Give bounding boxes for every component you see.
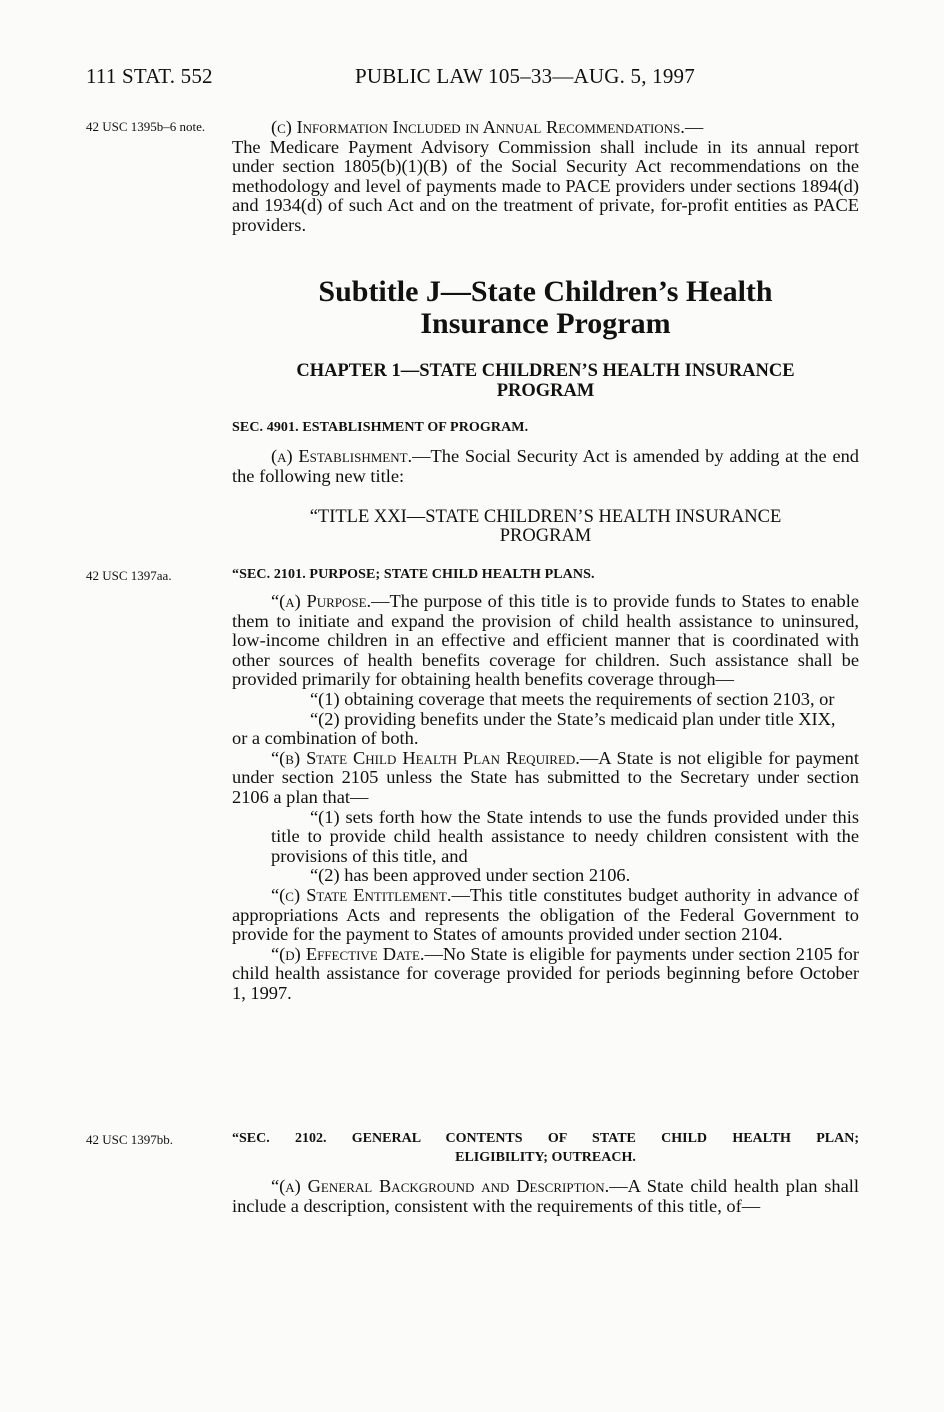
chapter-line-2: PROGRAM [496,381,595,401]
margin-note-1397bb: 42 USC 1397bb. [86,1132,174,1147]
section-2101-a1: “(1) obtaining coverage that meets the requirements of section 2103, or [310,688,835,709]
statute-page-number: 111 STAT. 552 [86,64,213,88]
section-2101-a-tail: or a combination of both. [232,728,419,749]
margin-note-1395b: 42 USC 1395b–6 note. [86,119,206,134]
section-2101-b1: “(1) sets forth how the State intends to use the funds provided under this title to provide child health assistance to needy children consistent with the provisions of this title, and [271,806,859,866]
chapter-heading [232,361,859,401]
section-2101-a-body: —The purpose of this title is to provide funds to States to enable them to initiate and expand the provision of child health assistance to uninsured, low-income children in an effective and efficient manner that is coordinated with other sources of health benefits coverage for children. Such assistance shall be provided primarily for obtaining health benefits coverage through— [232,591,859,690]
section-2102-heading [232,1129,859,1167]
section-2102-a [232,1177,859,1216]
section-2102-a-body: —A State child health plan shall include a description, consistent with the requirements of this title, of— [232,1176,859,1216]
section-2101-b-heading: “(b) State Child Health Plan Required. [271,747,580,768]
section-4901-a-body: —The Social Security Act is amended by adding at the end the following new title: [232,446,859,486]
section-2101-c-body: —This title constitutes budget authority in advance of appropriations Acts and represents the obligation of the Federal Government to provide for the payment to States of amounts provided under section 2104. [232,884,859,945]
section-2101-d-heading: “(d) Effective Date. [271,943,425,964]
chapter-line-1: CHAPTER 1—STATE CHILDREN’S HEALTH INSURANCE [296,361,795,381]
section-2101-body [232,592,859,1003]
section-2101-b-body: —A State is not eligible for payment under section 2105 unless the State has submitted to the Secretary under section 2106 a plan that— [232,747,859,807]
title-xxi-line-2: PROGRAM [499,526,592,546]
section-4901-a-heading: (a) Establishment. [271,446,413,466]
running-header-law: PUBLIC LAW 105–33—AUG. 5, 1997 [355,64,695,88]
section-4901-a [232,447,859,486]
subtitle-line-1: Subtitle J—State Children’s Health [318,275,773,308]
section-2101-c-heading: “(c) State Entitlement. [271,884,452,905]
section-2102-a-heading: “(a) General Background and Description. [271,1176,610,1196]
section-4901-heading: SEC. 4901. ESTABLISHMENT OF PROGRAM. [232,420,529,435]
section-2101-b2: “(2) has been approved under section 2106. [310,865,631,886]
section-2101-heading: “SEC. 2101. PURPOSE; STATE CHILD HEALTH PLANS. [232,567,595,582]
section-2101-d-body: —No State is eligible for payments under section 2105 for child health assistance for coverage provided for periods beginning before October 1, 1997. [232,943,860,1003]
paragraph-c-heading: (c) Information Included in Annual Recommendations.— [271,117,704,137]
section-2102-heading-line-1: “SEC. 2102. GENERAL CONTENTS OF STATE CHILD HEALTH PLAN; [232,1131,859,1146]
paragraph-c-information [232,118,859,236]
section-2101-a2: “(2) providing benefits under the State’s medicaid plan under title XIX, [310,708,836,729]
title-xxi-heading [232,508,859,546]
section-2101-a-heading: “(a) Purpose. [271,591,372,611]
subtitle-heading [232,276,859,340]
paragraph-c-body: The Medicare Payment Advisory Commission shall include in its annual report under section 1805(b)(1)(B) of the Social Security Act recommendations on the methodology and level of payments made to PACE providers under sections 1894(d) and 1934(d) of such Act and on the treatment of private, for-profit entities as PACE providers. [232,136,859,235]
title-xxi-line-1: “TITLE XXI—STATE CHILDREN’S HEALTH INSURANCE [309,507,782,527]
section-2102-heading-line-2: ELIGIBILITY; OUTREACH. [455,1150,636,1165]
subtitle-line-2: Insurance Program [420,307,671,340]
margin-note-1397aa: 42 USC 1397aa. [86,568,172,583]
